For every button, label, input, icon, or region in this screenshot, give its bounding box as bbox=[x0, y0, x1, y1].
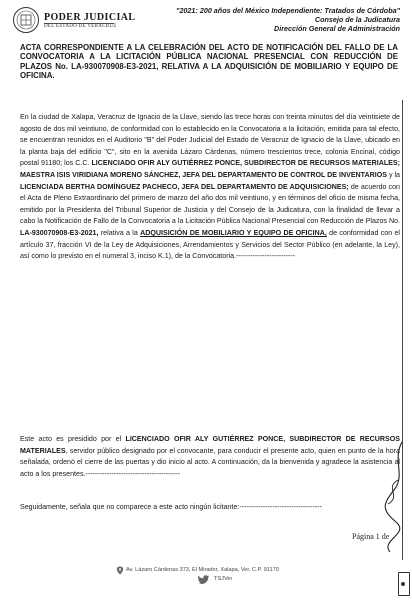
p1-officials: LICENCIADO OFIR ALY GUTIÉRREZ PONCE, SUBDIRECTOR DE RECURSOS MATERIALES; MAESTRA ISIS VIRIDIANA MORENO SÁNCHEZ, JEFA DEL DEPARTAMENTO DE CONTROL DE INVENTARIOS bbox=[20, 159, 400, 179]
p1-text-a: En la ciudad de Xalapa, Veracruz de Ignacio de la Llave, siendo las trece horas con treinta minutos del día veintisiete de agosto de dos mil veintiuno, de conformidad con lo establecido en la Convocatoria a la licitación, emitida para tal efecto, se encuentran reunidos en el Auditorio "B" del Poder Judicial del Estado de Veracruz de Ignacio de la Llave, ubicado en la planta baja del edificio "C", sito en la avenida Lázaro Cárdenas, número trescientos trece, colonia Encinal, código postal 91180; los C.C. bbox=[20, 113, 400, 168]
margin-stamp-mark bbox=[401, 582, 405, 586]
p2-text-a: Este acto es presidido por el bbox=[20, 435, 122, 443]
footer bbox=[0, 563, 412, 593]
twitter-icon bbox=[198, 575, 210, 584]
p1-subject: ADQUISICIÓN DE MOBILIARIO Y EQUIPO DE OFICINA, bbox=[140, 228, 327, 237]
p1-text-c: y la bbox=[388, 170, 400, 179]
paragraph-2 bbox=[20, 434, 400, 480]
footer-handle: TSJVer bbox=[214, 576, 233, 582]
page-number: Página 1 de bbox=[352, 532, 390, 541]
paragraph-3: Seguidamente, señala que no comparece a este acto ningún licitante:----------------------------------- bbox=[20, 503, 322, 511]
paragraph-1 bbox=[20, 112, 400, 263]
org-subtitle: DEL ESTADO DE VERACRUZ bbox=[44, 24, 117, 29]
location-pin-icon bbox=[116, 566, 124, 575]
p1-text-g: relativa a la bbox=[100, 228, 138, 237]
header-right bbox=[160, 6, 400, 33]
header-motto: "2021: 200 años del México Independiente: Tratados de Córdoba" bbox=[176, 6, 400, 15]
p1-official-2: LICENCIADA BERTHA DOMÍNGUEZ PACHECO, JEFA DEL DEPARTAMENTO DE ADQUISICIONES; bbox=[20, 182, 349, 191]
header-direction: Dirección General de Administración bbox=[274, 24, 400, 33]
p1-tender-number: LA-930070908-E3-2021, bbox=[20, 228, 99, 237]
p1-text-e: de acuerdo con el Acta de Pleno Extraordinario del primero de marzo del año dos mil veintiuno, y en términos del oficio de misma fecha, emitido por la Presidenta del Tribunal Superior de Justicia y del Consejo de la Judicatura, con la finalidad de llevar a cabo la Notificación de Fallo de la Convocatoria a la Licitación Pública Nacional Presencial con Reducción de Plazos No. bbox=[20, 182, 400, 226]
p1-text-i: de conformidad con el artículo 37, fracción VI de la Ley de Adquisiciones, Arrendamientos y Servicios del Sector Público (en adelante, la Ley), así como lo previsto en el numeral 3, inciso K.1), de la Convocatoria.------------------------- bbox=[20, 228, 400, 261]
signature-mark-icon bbox=[372, 440, 406, 560]
document-title: ACTA CORRESPONDIENTE A LA CELEBRACIÓN DEL ACTO DE NOTIFICACIÓN DEL FALLO DE LA CONVOCATORIA A LA LICITACIÓN PÚBLICA NACIONAL PRESENCIAL CON REDUCCIÓN DE PLAZOS No. LA-930070908-E3-2021, RELATIVA A LA ADQUISICIÓN DE MOBILIARIO Y EQUIPO DE OFICINA. bbox=[20, 43, 398, 81]
org-name: PODER JUDICIAL bbox=[44, 12, 136, 23]
header-council: Consejo de la Judicatura bbox=[314, 15, 400, 24]
footer-address: Av. Lázaro Cárdenas 373, El Mirador, Xalapa, Ver. C.P. 91170 bbox=[126, 567, 279, 573]
p2-presider: LICENCIADO OFIR ALY GUTIÉRREZ PONCE, SUBDIRECTOR DE RECURSOS MATERIALES bbox=[20, 435, 400, 455]
judicial-seal-icon bbox=[12, 6, 40, 34]
p2-text-c: , servidor público designado por el convocante, para conducir el presente acto, quien en punto de la hora señalada, ordenó el cierre de las puertas y dio inicio al acto. A continuación, da la bienvenida y agradece la asistencia al acto a los presentes.---------------------------------------- bbox=[20, 446, 400, 478]
